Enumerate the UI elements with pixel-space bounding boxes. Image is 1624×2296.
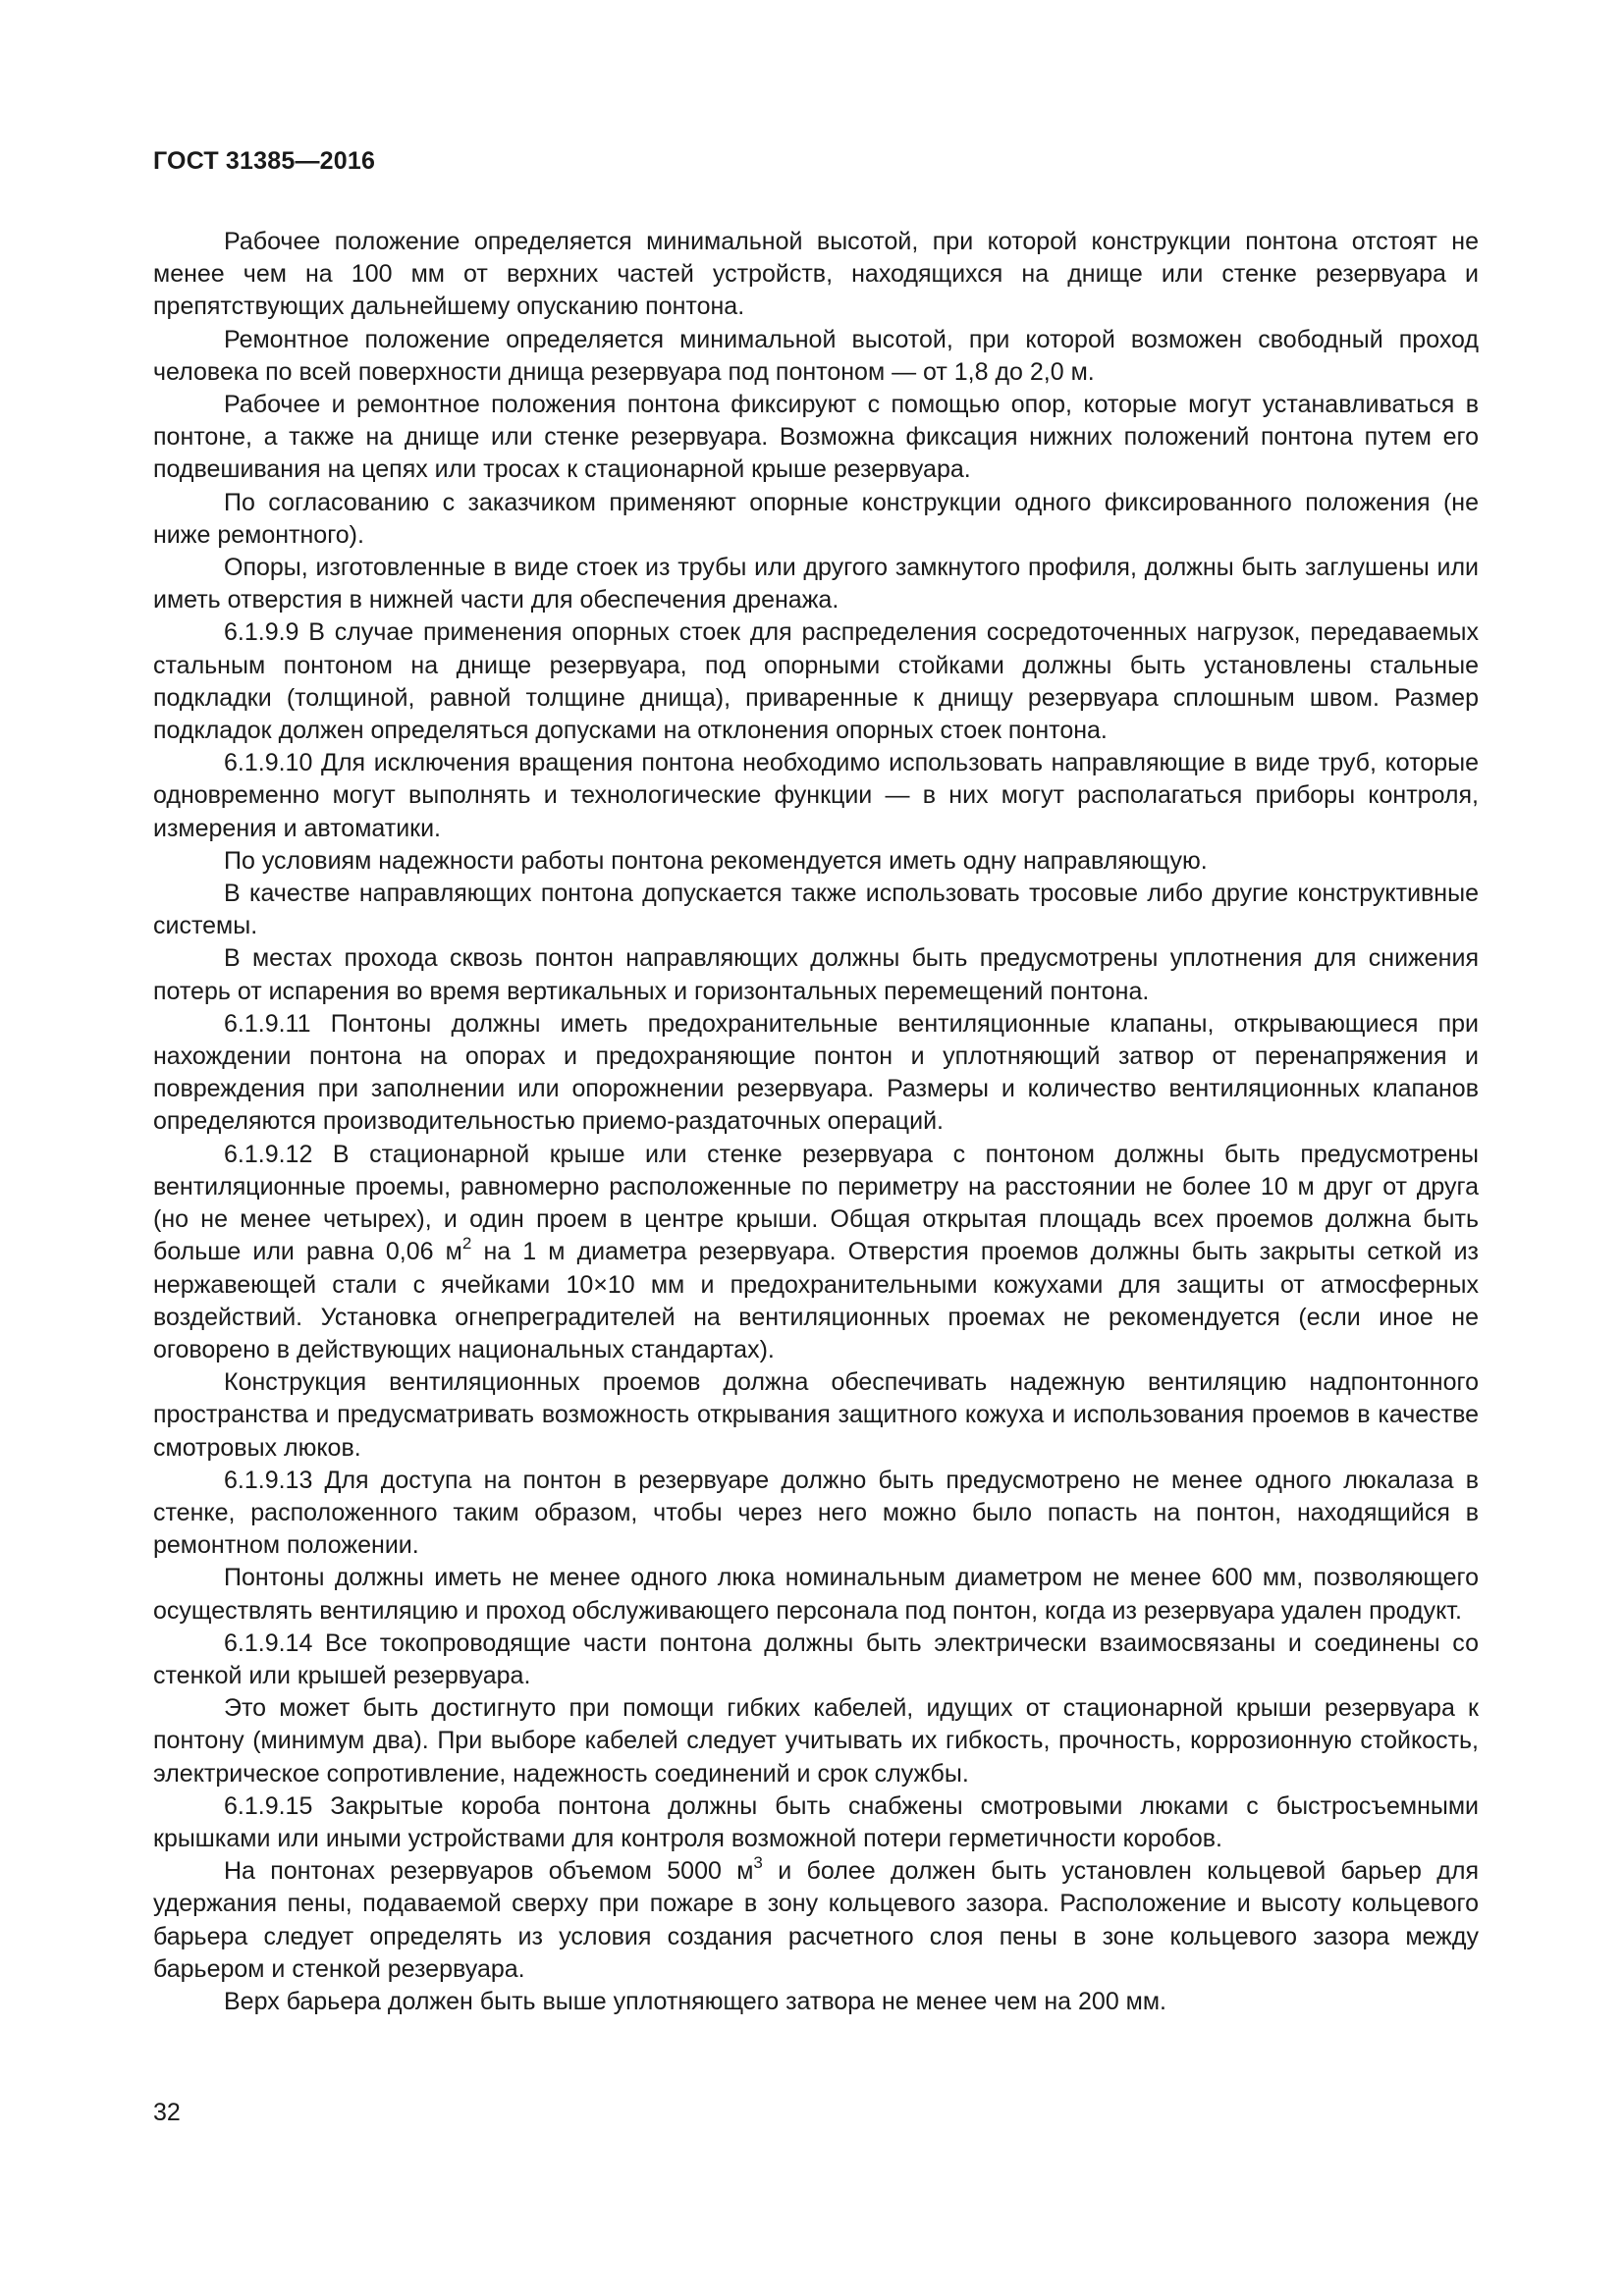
p12-superscript: 2	[461, 1233, 472, 1253]
paragraph-supports-drainage: Опоры, изготовленные в виде стоек из трубы или другого замкнутого профиля, должны быть заглушены или иметь отверстия в нижней части для обеспечения дренажа.	[153, 554, 1479, 614]
foam-text-before: На понтонах резервуаров объемом 5000 м	[224, 1857, 754, 1886]
foam-text-after: и более должен быть установлен кольцевой барьер для удержания пены, подаваемой сверху при пожаре в зону кольцевого зазора. Расположение и высоту кольцевого барьера следует определять из условия создания расчетного слоя пены в зоне кольцевого зазора между барьером и стенкой резервуара.	[153, 1857, 1479, 1983]
document-header: ГОСТ 31385—2016	[153, 147, 376, 175]
paragraph-6-1-9-11: 6.1.9.11 Понтоны должны иметь предохранительные вентиляционные клапаны, открывающиеся при нахождении понтона на опорах и предохраняющие понтон и уплотняющий затвор от перенапряжения и повреждения при заполнении или опорожнении резервуара. Размеры и количество вентиляционных клапанов определяются производительностью приемо-раздаточных операций.	[153, 1009, 1479, 1136]
p12-text-after: на 1 м диаметра резервуара. Отверстия проемов должны быть закрыты сеткой из нержавеющей стали с ячейками 10×10 мм и предохранительными кожухами для защиты от атмосферных воздействий. Установка огнепреградителей на вентиляционных проемах не рекомендуется (если иное не оговорено в действующих национальных стандартах).	[153, 1238, 1479, 1363]
paragraph-flexible-cables: Это может быть достигнуто при помощи гибких кабелей, идущих от стационарной крыши резервуара к понтону (минимум два). При выборе кабелей следует учитывать их гибкость, прочность, коррозионную стойкость, электрическое сопротивление, надежность соединений и срок службы.	[153, 1694, 1479, 1788]
paragraph-6-1-9-9: 6.1.9.9 В случае применения опорных стоек для распределения сосредоточенных нагрузок, передаваемых стальным понтоном на днище резервуара, под опорными стойками должны быть установлены стальные подкладки (толщиной, равной толщине днища), приваренные к днищу резервуара сплошным швом. Размер подкладок должен определяться допусками на отклонения опорных стоек понтона.	[153, 618, 1479, 745]
paragraph-vent-design: Конструкция вентиляционных проемов должна обеспечивать надежную вентиляцию надпонтонного пространства и предусматривать возможность открывания защитного кожуха и использования проемов в качестве смотровых люков.	[153, 1368, 1479, 1462]
page-number: 32	[153, 2099, 181, 2126]
paragraph-6-1-9-14: 6.1.9.14 Все токопроводящие части понтона должны быть электрически взаимосвязаны и соединены со стенкой или крышей резервуара.	[153, 1629, 1479, 1689]
foam-superscript: 3	[753, 1852, 763, 1872]
paragraph-position-fixing: Рабочее и ремонтное положения понтона фиксируют с помощью опор, которые могут устанавливаться в понтоне, а также на днище или стенке резервуара. Возможна фиксация нижних положений понтона путем его подвешивания на цепях или тросах к стационарной крыше резервуара.	[153, 391, 1479, 484]
paragraph-one-guide: По условиям надежности работы понтона рекомендуется иметь одну направляющую.	[224, 846, 1208, 875]
paragraph-6-1-9-15: 6.1.9.15 Закрытые короба понтона должны быть снабжены смотровыми люками с быстросъемными крышками или иными устройствами для контроля возможной потери герметичности коробов.	[153, 1791, 1479, 1852]
paragraph-hatch-600: Понтоны должны иметь не менее одного люка номинальным диаметром не менее 600 мм, позволяющего осуществлять вентиляцию и проход обслуживающего персонала под понтон, когда из резервуара удален продукт.	[153, 1564, 1479, 1625]
paragraph-working-position: Рабочее положение определяется минимальной высотой, при которой конструкции понтона отстоят не менее чем на 100 мм от верхних частей устройств, находящихся на днище или стенке резервуара и препятствующих дальнейшему опусканию понтона.	[153, 228, 1479, 321]
paragraph-cable-systems: В качестве направляющих понтона допускается также использовать тросовые либо другие конструктивные системы.	[153, 880, 1479, 940]
paragraph-customer-agreement: По согласованию с заказчиком применяют опорные конструкции одного фиксированного положения (не ниже ремонтного).	[153, 488, 1479, 549]
paragraph-guide-seals: В местах прохода сквозь понтон направляющих должны быть предусмотрены уплотнения для снижения потерь от испарения во время вертикальных и горизонтальных перемещений понтона.	[153, 944, 1479, 1005]
paragraph-6-1-9-10: 6.1.9.10 Для исключения вращения понтона необходимо использовать направляющие в виде труб, которые одновременно могут выполнять и технологические функции — в них могут располагаться приборы контроля, измерения и автоматики.	[153, 749, 1479, 842]
p12-text-before: 6.1.9.12 В стационарной крыше или стенке резервуара с понтоном должны быть предусмотрены вентиляционные проемы, равномерно расположенные по периметру на расстоянии не более 10 м друг от друга (но не менее четырех), и один проем в центре крыши. Общая открытая площадь всех проемов должна быть больше или равна 0,06 м	[153, 1140, 1479, 1266]
paragraph-repair-position: Ремонтное положение определяется минимальной высотой, при которой возможен свободный проход человека по всей поверхности днища резервуара под понтоном — от 1,8 до 2,0 м.	[153, 325, 1479, 386]
paragraph-foam-barrier	[153, 1852, 1479, 1986]
paragraph-barrier-height: Верх барьера должен быть выше уплотняющего затвора не менее чем на 200 мм.	[224, 1987, 1166, 2015]
document-body	[153, 226, 1479, 2018]
paragraph-6-1-9-12	[153, 1139, 1479, 1366]
paragraph-6-1-9-13: 6.1.9.13 Для доступа на понтон в резервуаре должно быть предусмотрено не менее одного люкалаза в стенке, расположенного таким образом, чтобы через него можно было попасть на понтон, находящийся в ремонтном положении.	[153, 1466, 1479, 1560]
